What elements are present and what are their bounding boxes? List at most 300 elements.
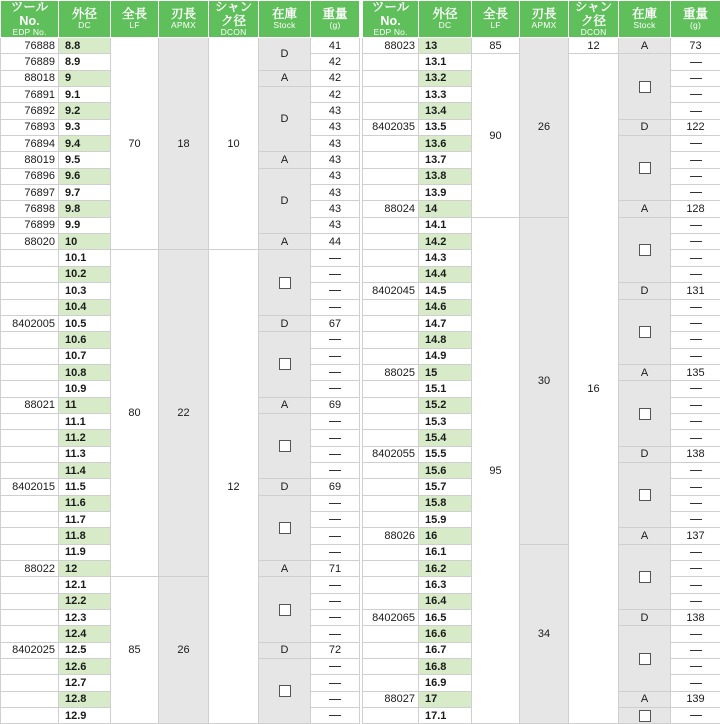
header-row [363,1,720,38]
edp-number-cell: 88022 [1,561,59,577]
edp-number-cell: 76889 [1,54,59,70]
edp-number-cell [363,217,419,233]
header-label-en: DC [419,21,471,30]
stock-cell: A [259,234,311,250]
header-weight [671,1,720,38]
edp-number-cell [363,348,419,364]
header-label-jp: 刃長 [159,8,208,21]
weight-cell [671,332,720,348]
outer-diameter-cell: 8.8 [59,38,111,54]
outer-diameter-cell: 15.4 [419,430,472,446]
weight-cell [671,168,720,184]
weight-cell: 69 [311,479,360,495]
outer-diameter-cell: 11.3 [59,446,111,462]
edp-number-cell [363,152,419,168]
weight-cell [671,266,720,282]
shank-diameter-cell: 16 [569,54,619,724]
dash-icon [690,62,702,63]
edp-number-cell [363,54,419,70]
outer-diameter-cell: 9.2 [59,103,111,119]
header-lf [111,1,159,38]
outer-diameter-cell: 15.5 [419,446,472,462]
flute-length-cell: 26 [159,577,209,724]
flute-length-cell: 34 [520,544,569,724]
flute-length-cell: 22 [159,250,209,577]
edp-number-cell [363,593,419,609]
dash-icon [329,388,341,389]
stock-empty-icon [639,710,651,722]
outer-diameter-cell: 9.9 [59,217,111,233]
weight-cell [671,136,720,152]
outer-diameter-cell: 12.3 [59,610,111,626]
dash-icon [690,470,702,471]
outer-diameter-cell: 12.7 [59,675,111,691]
stock-cell [619,299,671,364]
header-label-jp: 全長 [111,8,158,21]
outer-diameter-cell: 17.1 [419,708,472,724]
dash-icon [690,176,702,177]
overall-length-cell: 85 [472,38,520,54]
flute-length-cell: 30 [520,217,569,544]
header-label-en: Stock [259,21,310,30]
dash-icon [690,143,702,144]
table-row [1,577,360,593]
header-label-en: LF [472,21,519,30]
weight-cell [671,315,720,331]
stock-cell: D [259,87,311,152]
edp-number-cell [1,250,59,266]
outer-diameter-cell: 12.8 [59,691,111,707]
stock-cell [259,577,311,642]
edp-number-cell [363,299,419,315]
dash-icon [690,225,702,226]
weight-cell [671,495,720,511]
weight-cell [311,708,360,724]
edp-number-cell [363,430,419,446]
header-label-en: (g) [671,21,720,30]
dash-icon [690,274,702,275]
weight-cell: 42 [311,87,360,103]
stock-cell: A [259,397,311,413]
outer-diameter-cell: 9 [59,70,111,86]
weight-cell: 43 [311,119,360,135]
weight-cell: 43 [311,185,360,201]
edp-number-cell: 8402065 [363,610,419,626]
outer-diameter-cell: 9.6 [59,168,111,184]
outer-diameter-cell: 16 [419,528,472,544]
edp-number-cell [1,626,59,642]
dash-icon [329,421,341,422]
weight-cell [311,577,360,593]
outer-diameter-cell: 15.3 [419,413,472,429]
edp-number-cell [1,544,59,560]
weight-cell: 122 [671,119,720,135]
outer-diameter-cell: 13 [419,38,472,54]
dash-icon [690,323,702,324]
weight-cell: 73 [671,38,720,54]
outer-diameter-cell: 10.3 [59,283,111,299]
dash-icon [329,715,341,716]
header-label-jp: 在庫 [619,8,670,21]
dash-icon [690,683,702,684]
weight-cell: 44 [311,234,360,250]
weight-cell: 67 [311,315,360,331]
header-label-jp: 刃長 [520,8,568,21]
outer-diameter-cell: 13.7 [419,152,472,168]
dash-icon [329,274,341,275]
header-label-en: DCON [569,28,618,37]
table-row [363,544,720,560]
table-row [1,38,360,54]
weight-cell [671,103,720,119]
outer-diameter-cell: 14 [419,201,472,217]
outer-diameter-cell: 16.6 [419,626,472,642]
header-label-jp: シャンク径 [569,1,618,27]
edp-number-cell [1,528,59,544]
stock-cell: A [619,38,671,54]
header-lf [472,1,520,38]
header-dc [419,1,472,38]
header-label-jp: 外径 [419,8,471,21]
outer-diameter-cell: 13.9 [419,185,472,201]
outer-diameter-cell: 15.6 [419,462,472,478]
edp-number-cell [363,234,419,250]
stock-cell [259,250,311,315]
dash-icon [329,290,341,291]
dash-icon [690,307,702,308]
dash-icon [690,634,702,635]
header-edp [1,1,59,38]
stock-empty-icon [639,81,651,93]
edp-number-cell: 88023 [363,38,419,54]
dash-icon [690,519,702,520]
edp-number-cell [363,511,419,527]
shank-diameter-cell: 10 [209,38,259,250]
dash-icon [329,470,341,471]
stock-empty-icon [279,358,291,370]
outer-diameter-cell: 15.2 [419,397,472,413]
weight-cell: 128 [671,201,720,217]
weight-cell: 69 [311,397,360,413]
outer-diameter-cell: 11.2 [59,430,111,446]
weight-cell: 42 [311,70,360,86]
weight-cell [671,544,720,560]
outer-diameter-cell: 10.2 [59,266,111,282]
edp-number-cell [1,266,59,282]
outer-diameter-cell: 16.5 [419,610,472,626]
header-label-en: DC [59,21,110,30]
edp-number-cell: 76899 [1,217,59,233]
dash-icon [690,258,702,259]
outer-diameter-cell: 15.1 [419,381,472,397]
stock-empty-icon [279,440,291,452]
stock-empty-icon [639,653,651,665]
weight-cell: 43 [311,201,360,217]
weight-cell [311,266,360,282]
edp-number-cell [1,691,59,707]
edp-number-cell [363,659,419,675]
stock-empty-icon [279,685,291,697]
outer-diameter-cell: 12.6 [59,659,111,675]
outer-diameter-cell: 15.8 [419,495,472,511]
weight-cell: 135 [671,364,720,380]
edp-number-cell [363,495,419,511]
edp-number-cell: 8402025 [1,642,59,658]
outer-diameter-cell: 9.3 [59,119,111,135]
header-label-jp: 在庫 [259,8,310,21]
weight-cell: 42 [311,54,360,70]
outer-diameter-cell: 11.6 [59,495,111,511]
edp-number-cell [1,446,59,462]
shank-diameter-cell: 12 [569,38,619,54]
weight-cell [311,364,360,380]
outer-diameter-cell: 10.7 [59,348,111,364]
edp-number-cell [1,348,59,364]
stock-cell [619,136,671,201]
stock-cell: D [619,446,671,462]
dash-icon [690,94,702,95]
dash-icon [690,192,702,193]
outer-diameter-cell: 14.5 [419,283,472,299]
stock-cell [619,381,671,446]
edp-number-cell [1,659,59,675]
outer-diameter-cell: 16.8 [419,659,472,675]
header-label-jp: 外径 [59,8,110,21]
header-label-en: LF [111,21,158,30]
header-dcon [569,1,619,38]
outer-diameter-cell: 16.4 [419,593,472,609]
outer-diameter-cell: 14.3 [419,250,472,266]
header-row [1,1,360,38]
flute-length-cell: 18 [159,38,209,250]
dash-icon [690,503,702,504]
edp-number-cell [1,283,59,299]
edp-number-cell [363,626,419,642]
weight-cell: 43 [311,168,360,184]
weight-cell [311,446,360,462]
outer-diameter-cell: 14.6 [419,299,472,315]
dash-icon [329,372,341,373]
weight-cell [671,152,720,168]
shank-diameter-cell: 12 [209,250,259,724]
stock-cell [259,332,311,397]
header-weight [311,1,360,38]
weight-cell: 43 [311,217,360,233]
header-label-jp: 重量 [671,8,720,21]
edp-number-cell [363,168,419,184]
dash-icon [690,241,702,242]
outer-diameter-cell: 12 [59,561,111,577]
stock-empty-icon [639,489,651,501]
dash-icon [690,568,702,569]
header-label-jp: ツール No. [363,1,418,27]
edp-number-cell [363,381,419,397]
outer-diameter-cell: 14.2 [419,234,472,250]
outer-diameter-cell: 11.1 [59,413,111,429]
dash-icon [690,339,702,340]
weight-cell: 139 [671,691,720,707]
weight-cell [671,561,720,577]
edp-number-cell: 8402005 [1,315,59,331]
stock-cell: A [619,528,671,544]
outer-diameter-cell: 16.9 [419,675,472,691]
dash-icon [329,536,341,537]
outer-diameter-cell: 9.5 [59,152,111,168]
weight-cell [311,413,360,429]
table-body [1,38,360,724]
weight-cell: 72 [311,642,360,658]
weight-cell [311,691,360,707]
weight-cell [671,430,720,446]
outer-diameter-cell: 10.1 [59,250,111,266]
outer-diameter-cell: 13.3 [419,87,472,103]
outer-diameter-cell: 14.8 [419,332,472,348]
edp-number-cell: 8402045 [363,283,419,299]
edp-number-cell [363,315,419,331]
edp-number-cell [363,642,419,658]
stock-empty-icon [639,244,651,256]
edp-number-cell [1,495,59,511]
weight-cell: 138 [671,446,720,462]
edp-number-cell [363,708,419,724]
edp-number-cell [363,266,419,282]
weight-cell: 131 [671,283,720,299]
stock-cell: D [259,38,311,71]
weight-cell [311,348,360,364]
stock-cell: A [619,691,671,707]
weight-cell [311,528,360,544]
outer-diameter-cell: 10.4 [59,299,111,315]
outer-diameter-cell: 14.7 [419,315,472,331]
outer-diameter-cell: 11 [59,397,111,413]
edp-number-cell: 88026 [363,528,419,544]
edp-number-cell: 76893 [1,119,59,135]
header-label-en: (g) [311,21,359,30]
edp-number-cell [363,332,419,348]
outer-diameter-cell: 13.6 [419,136,472,152]
edp-number-cell: 88025 [363,364,419,380]
weight-cell [311,593,360,609]
header-label-en: DCON [209,28,258,37]
weight-cell [671,413,720,429]
edp-number-cell [363,103,419,119]
weight-cell: 43 [311,152,360,168]
stock-cell [619,626,671,691]
dash-icon [690,650,702,651]
stock-cell: D [619,119,671,135]
weight-cell [311,462,360,478]
table-row [363,38,720,54]
overall-length-cell: 90 [472,54,520,217]
dash-icon [690,666,702,667]
edp-number-cell [1,332,59,348]
overall-length-cell: 70 [111,38,159,250]
stock-cell: D [259,642,311,658]
dash-icon [690,388,702,389]
weight-cell [671,626,720,642]
weight-cell [671,299,720,315]
dash-icon [690,160,702,161]
weight-cell [671,511,720,527]
edp-number-cell [1,511,59,527]
header-label-jp: 全長 [472,8,519,21]
weight-cell [311,250,360,266]
edp-number-cell: 76898 [1,201,59,217]
stock-empty-icon [279,277,291,289]
stock-cell: A [259,561,311,577]
outer-diameter-cell: 16.2 [419,561,472,577]
header-label-jp: 重量 [311,8,359,21]
dash-icon [690,111,702,112]
stock-cell: A [619,201,671,217]
edp-number-cell: 88024 [363,201,419,217]
stock-cell [619,217,671,282]
outer-diameter-cell: 9.8 [59,201,111,217]
stock-cell [259,413,311,478]
edp-number-cell [363,675,419,691]
weight-cell [311,511,360,527]
edp-number-cell [363,70,419,86]
outer-diameter-cell: 13.2 [419,70,472,86]
dash-icon [690,585,702,586]
edp-number-cell [1,364,59,380]
dash-icon [329,601,341,602]
header-label-en: EDP No. [1,28,58,37]
stock-cell [619,544,671,609]
outer-diameter-cell: 12.4 [59,626,111,642]
weight-cell [671,577,720,593]
edp-number-cell [363,250,419,266]
dash-icon [690,552,702,553]
stock-cell: D [619,283,671,299]
outer-diameter-cell: 12.5 [59,642,111,658]
edp-number-cell [1,577,59,593]
stock-empty-icon [279,522,291,534]
outer-diameter-cell: 13.4 [419,103,472,119]
outer-diameter-cell: 13.5 [419,119,472,135]
weight-cell [671,675,720,691]
stock-cell: A [619,364,671,380]
weight-cell [311,544,360,560]
dash-icon [690,421,702,422]
header-dcon [209,1,259,38]
overall-length-cell: 95 [472,217,520,724]
edp-number-cell: 88018 [1,70,59,86]
edp-number-cell [1,675,59,691]
dash-icon [329,258,341,259]
outer-diameter-cell: 13.1 [419,54,472,70]
weight-cell: 138 [671,610,720,626]
stock-empty-icon [639,326,651,338]
outer-diameter-cell: 11.5 [59,479,111,495]
stock-cell: D [259,479,311,495]
weight-cell [671,54,720,70]
dash-icon [690,78,702,79]
outer-diameter-cell: 12.2 [59,593,111,609]
header-label-en: APMX [159,21,208,30]
header-edp [363,1,419,38]
stock-cell: D [259,315,311,331]
weight-cell [671,185,720,201]
stock-cell: D [259,168,311,233]
dash-icon [329,356,341,357]
edp-number-cell [1,381,59,397]
edp-number-cell: 8402055 [363,446,419,462]
edp-number-cell [1,593,59,609]
outer-diameter-cell: 16.7 [419,642,472,658]
dash-icon [329,339,341,340]
stock-cell: A [259,152,311,168]
